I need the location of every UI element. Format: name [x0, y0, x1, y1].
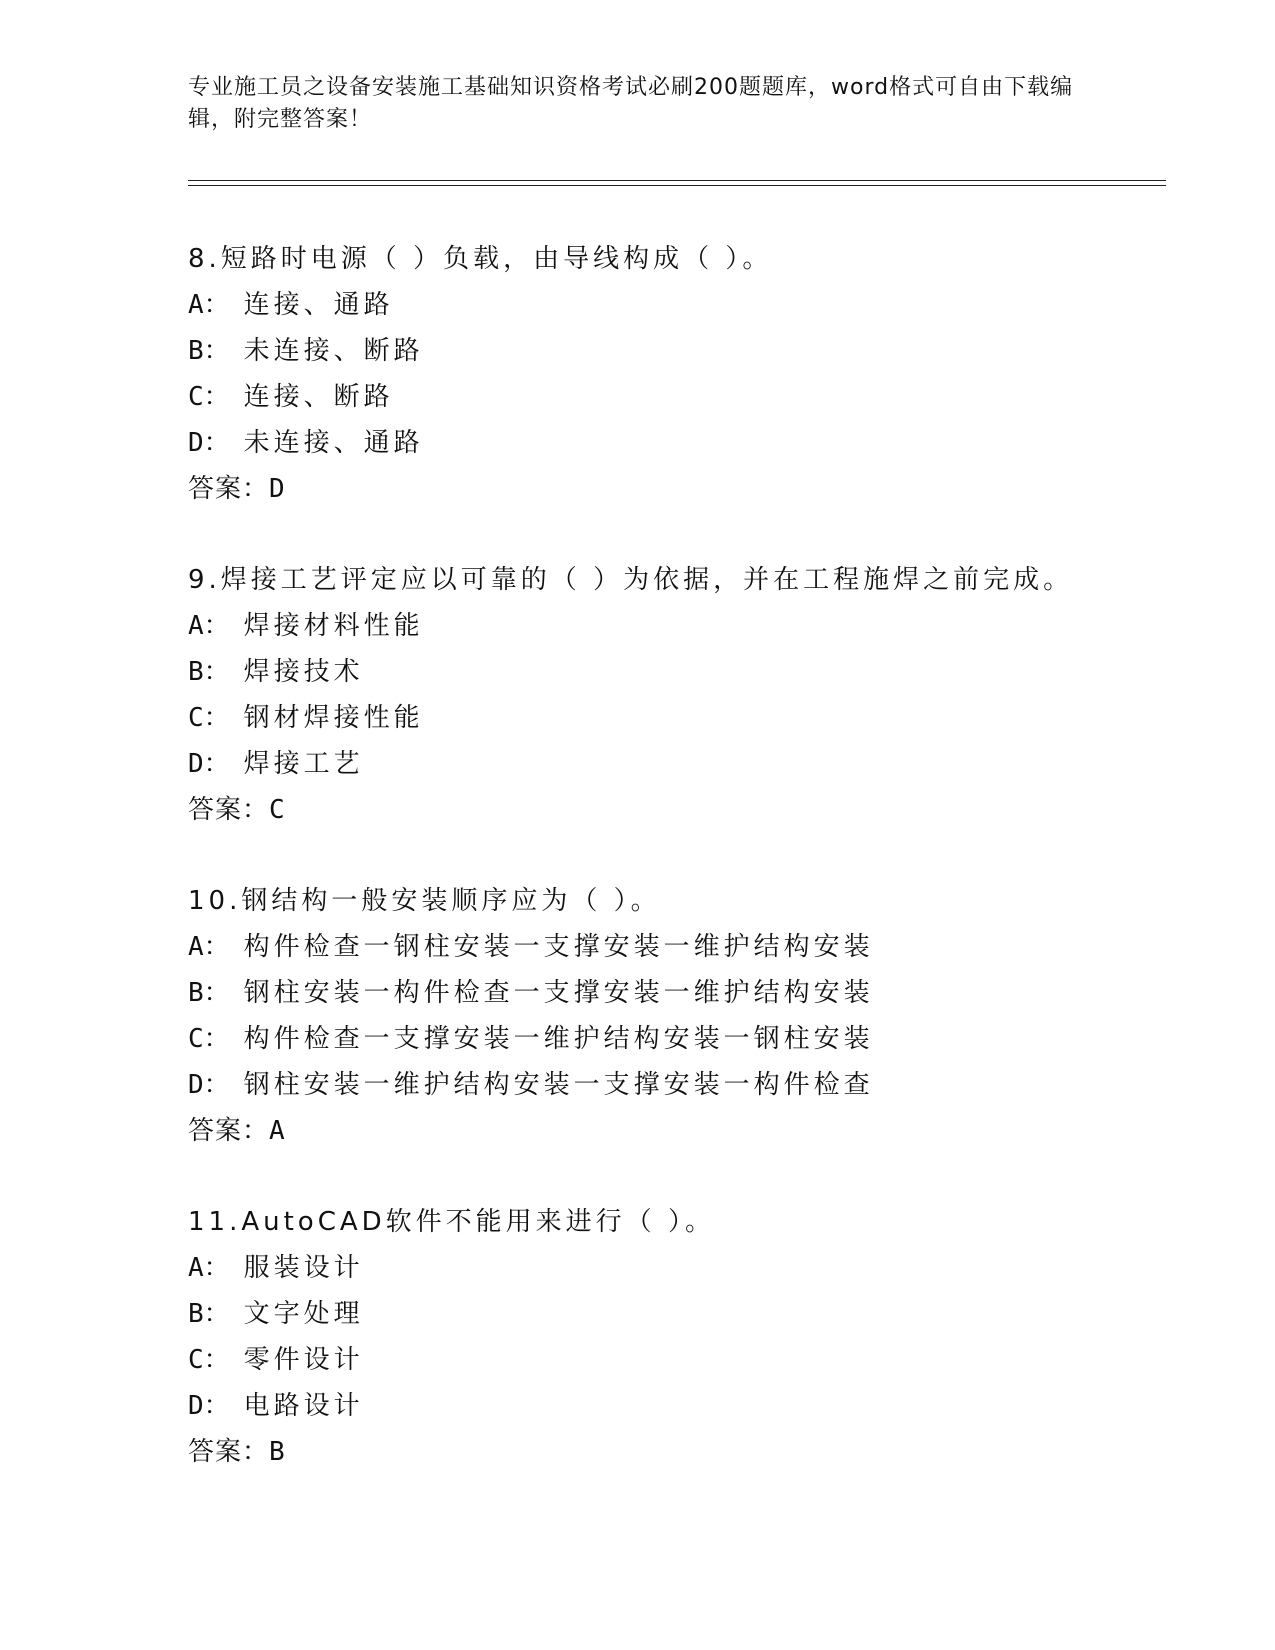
answer-label: 答案： — [188, 1437, 270, 1467]
question-9 — [188, 557, 1168, 833]
option-b — [188, 649, 1168, 695]
answer-line — [188, 1108, 1168, 1154]
option-text: 钢柱安装一维护结构安装一支撑安装一构件检查 — [243, 1070, 874, 1100]
option-letter: C： — [188, 382, 230, 412]
option-letter: C： — [188, 703, 230, 733]
answer-value: C — [269, 795, 286, 825]
option-text: 钢柱安装一构件检查一支撑安装一维护结构安装 — [243, 978, 874, 1008]
question-list — [188, 236, 1168, 1520]
option-text: 零件设计 — [243, 1345, 364, 1375]
option-a — [188, 282, 1168, 328]
header-divider-top — [188, 180, 1166, 181]
option-letter: C： — [188, 1345, 230, 1375]
question-stem: 11.AutoCAD软件不能用来进行（ ）。 — [188, 1207, 715, 1237]
option-letter: D： — [188, 1391, 230, 1421]
header-text: 专业施工员之设备安装施工基础知识资格考试必刷200题题库，word格式可自由下载编辑，附完整答案！ — [188, 75, 1074, 132]
answer-line — [188, 466, 1168, 512]
option-d — [188, 741, 1168, 787]
answer-label: 答案： — [188, 474, 270, 504]
option-d — [188, 1062, 1168, 1108]
option-a — [188, 1245, 1168, 1291]
option-text: 构件检查一钢柱安装一支撑安装一维护结构安装 — [243, 932, 874, 962]
option-text: 构件检查一支撑安装一维护结构安装一钢柱安装 — [243, 1024, 874, 1054]
option-letter: B： — [188, 657, 230, 687]
option-letter: B： — [188, 336, 230, 366]
option-c — [188, 695, 1168, 741]
answer-value: B — [269, 1437, 286, 1467]
option-text: 未连接、通路 — [243, 428, 424, 458]
option-c — [188, 1337, 1168, 1383]
option-letter: A： — [188, 1253, 230, 1283]
option-b — [188, 970, 1168, 1016]
option-text: 焊接技术 — [243, 657, 364, 687]
header-divider-bottom — [188, 185, 1166, 186]
answer-line — [188, 1429, 1168, 1475]
option-a — [188, 603, 1168, 649]
answer-label: 答案： — [188, 795, 270, 825]
answer-value: D — [269, 474, 286, 504]
option-text: 焊接工艺 — [243, 749, 364, 779]
option-text: 电路设计 — [243, 1391, 364, 1421]
option-b — [188, 1291, 1168, 1337]
question-10 — [188, 878, 1168, 1154]
option-b — [188, 328, 1168, 374]
option-d — [188, 420, 1168, 466]
option-letter: A： — [188, 611, 230, 641]
option-letter: D： — [188, 428, 230, 458]
question-stem: 9.焊接工艺评定应以可靠的（ ）为依据，并在工程施焊之前完成。 — [188, 565, 1074, 595]
option-c — [188, 1016, 1168, 1062]
option-letter: D： — [188, 1070, 230, 1100]
question-stem: 10.钢结构一般安装顺序应为（ ）。 — [188, 886, 661, 916]
question-stem: 8.短路时电源（ ）负载，由导线构成（ ）。 — [188, 244, 773, 274]
option-letter: A： — [188, 932, 230, 962]
option-letter: B： — [188, 978, 230, 1008]
option-letter: B： — [188, 1299, 230, 1329]
question-11 — [188, 1199, 1168, 1475]
answer-line — [188, 787, 1168, 833]
option-text: 钢材焊接性能 — [243, 703, 424, 733]
option-text: 连接、通路 — [243, 290, 394, 320]
option-letter: D： — [188, 749, 230, 779]
option-letter: C： — [188, 1024, 230, 1054]
option-text: 服装设计 — [243, 1253, 364, 1283]
document-header — [188, 72, 1088, 136]
option-letter: A： — [188, 290, 230, 320]
option-text: 焊接材料性能 — [243, 611, 424, 641]
option-text: 未连接、断路 — [243, 336, 424, 366]
option-d — [188, 1383, 1168, 1429]
answer-label: 答案： — [188, 1116, 270, 1146]
question-8 — [188, 236, 1168, 512]
option-text: 连接、断路 — [243, 382, 394, 412]
option-text: 文字处理 — [243, 1299, 364, 1329]
option-a — [188, 924, 1168, 970]
option-c — [188, 374, 1168, 420]
answer-value: A — [269, 1116, 286, 1146]
